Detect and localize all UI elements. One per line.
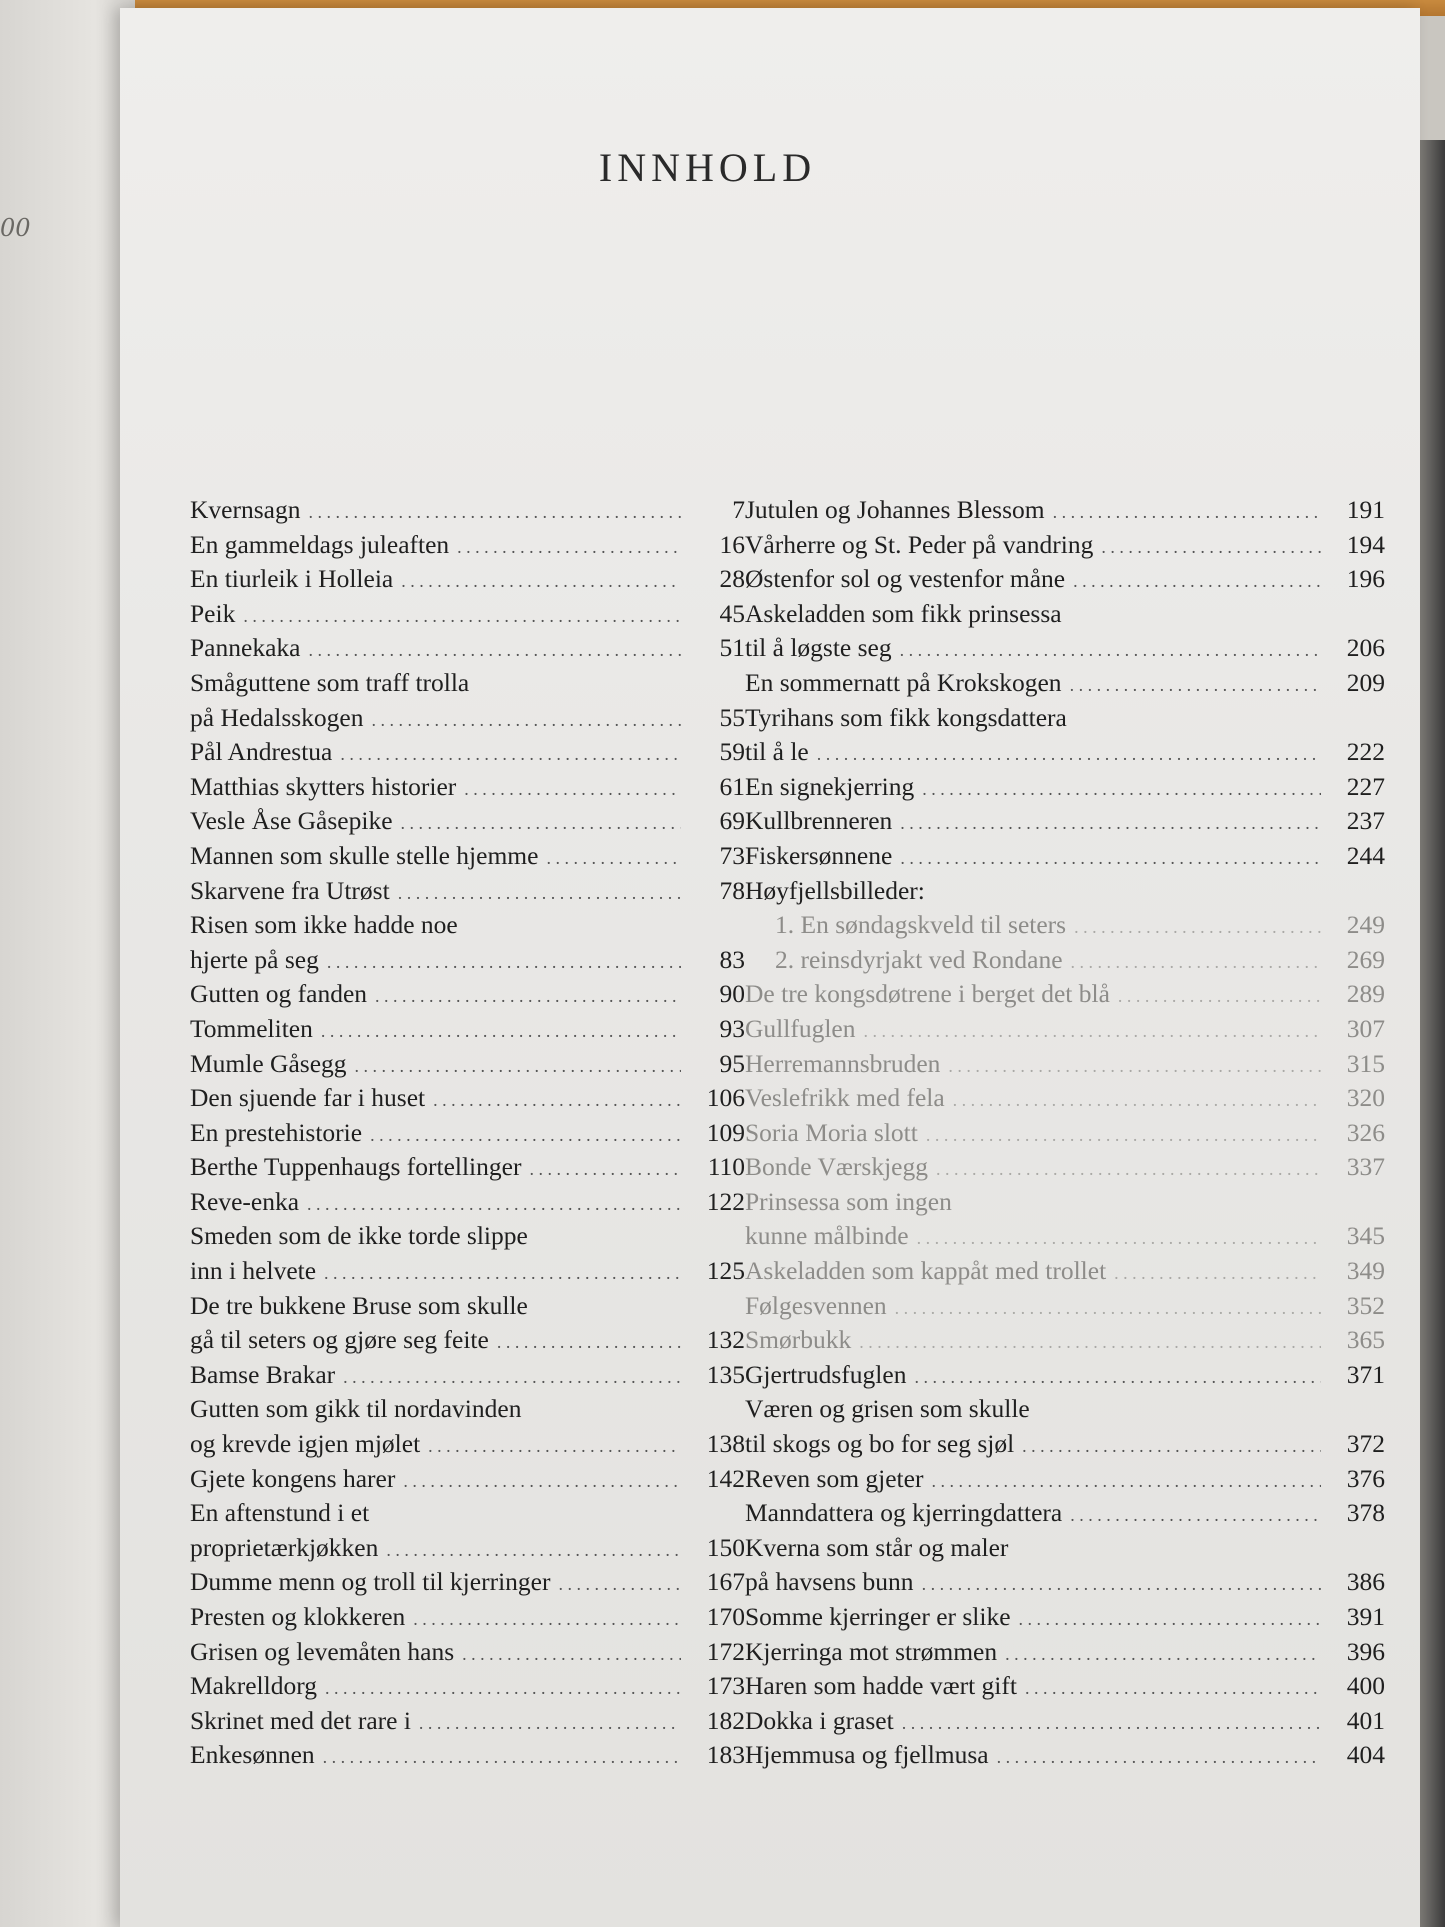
toc-entry-page: 59 bbox=[719, 737, 745, 767]
leader-dots bbox=[914, 1360, 1321, 1395]
toc-entry-page: 244 bbox=[1346, 840, 1385, 870]
leader-dots bbox=[1070, 668, 1321, 703]
toc-entry-page: 109 bbox=[706, 1117, 745, 1147]
toc-entry-title: og krevde igjen mjølet bbox=[190, 1429, 421, 1459]
toc-entry-title: Hjemmusa og fjellmusa bbox=[745, 1740, 989, 1770]
margin-mark: 00 bbox=[0, 214, 31, 242]
toc-entry-title: Matthias skytters historier bbox=[190, 771, 457, 801]
toc-entry-page: 167 bbox=[706, 1567, 745, 1597]
toc-entry-title: Vesle Åse Gåsepike bbox=[190, 806, 393, 836]
toc-entry-page: 61 bbox=[719, 771, 745, 801]
leader-dots bbox=[497, 1325, 681, 1360]
toc-entry bbox=[190, 735, 745, 770]
toc-entry-title: Østenfor sol og vestenfor måne bbox=[745, 564, 1066, 594]
toc-entry-page: 337 bbox=[1346, 1152, 1385, 1182]
toc-entry-title: gå til seters og gjøre seg feite bbox=[190, 1325, 489, 1355]
toc-entry bbox=[745, 1185, 1385, 1220]
toc-entry-title: En sommernatt på Krokskogen bbox=[745, 667, 1062, 697]
toc-entry-title: Tommeliten bbox=[190, 1013, 313, 1043]
leader-dots bbox=[428, 1429, 681, 1464]
leader-dots bbox=[370, 1118, 681, 1153]
leader-dots bbox=[355, 1049, 681, 1084]
leader-dots bbox=[1074, 910, 1321, 945]
toc-entry-page: 222 bbox=[1346, 737, 1385, 767]
toc-entry-page: 227 bbox=[1346, 771, 1385, 801]
toc-right-column bbox=[745, 493, 1385, 1773]
toc-entry bbox=[745, 1738, 1385, 1773]
toc-entry bbox=[190, 1635, 745, 1670]
toc-entry-title: til skogs og bo for seg sjøl bbox=[745, 1429, 1015, 1459]
leader-dots bbox=[243, 599, 681, 634]
leader-dots bbox=[922, 772, 1321, 807]
leader-dots bbox=[948, 1049, 1321, 1084]
toc-entry-page: 191 bbox=[1346, 495, 1385, 524]
toc-entry bbox=[190, 1012, 745, 1047]
leader-dots bbox=[308, 633, 681, 668]
leader-dots bbox=[401, 806, 681, 841]
leader-dots bbox=[917, 1221, 1321, 1256]
toc-entry bbox=[190, 597, 745, 632]
toc-entry-title: Prinsessa som ingen bbox=[745, 1186, 952, 1216]
toc-entry-title: Gullfuglen bbox=[745, 1013, 856, 1043]
leader-dots bbox=[386, 1533, 681, 1568]
toc-entry-title: Fiskersønnene bbox=[745, 840, 893, 870]
toc-entry-title: Smeden som de ikke torde slippe bbox=[190, 1221, 528, 1251]
toc-entry-page: 372 bbox=[1346, 1429, 1385, 1459]
leader-dots bbox=[401, 564, 681, 599]
leader-dots bbox=[327, 945, 681, 980]
toc-entry-page: 352 bbox=[1346, 1290, 1385, 1320]
toc-entry bbox=[190, 1738, 745, 1773]
toc-entry-title: Veslefrikk med fela bbox=[745, 1083, 945, 1113]
leader-dots bbox=[529, 1152, 681, 1187]
leader-dots bbox=[900, 806, 1321, 841]
toc-entry-title: Askeladden som fikk prinsessa bbox=[745, 598, 1062, 628]
toc-entry-page: 183 bbox=[706, 1740, 745, 1770]
leader-dots bbox=[900, 633, 1321, 668]
leader-dots bbox=[307, 1187, 681, 1222]
toc-entry bbox=[745, 1254, 1385, 1289]
toc-entry bbox=[190, 1185, 745, 1220]
leader-dots bbox=[462, 1637, 681, 1672]
toc-entry-page: 365 bbox=[1346, 1325, 1385, 1355]
toc-entry bbox=[745, 1392, 1385, 1427]
toc-entry-title: kunne målbinde bbox=[745, 1221, 909, 1251]
toc-entry-page: 326 bbox=[1346, 1117, 1385, 1147]
leader-dots bbox=[403, 1464, 681, 1499]
leader-dots bbox=[558, 1567, 681, 1602]
leader-dots bbox=[953, 1083, 1321, 1118]
toc-entry-title: En aftenstund i et bbox=[190, 1498, 370, 1528]
leader-dots bbox=[1101, 530, 1321, 565]
toc-entry-page: 138 bbox=[706, 1429, 745, 1459]
toc-entry bbox=[190, 562, 745, 597]
toc-entry-title: De tre bukkene Bruse som skulle bbox=[190, 1290, 528, 1320]
toc-entry-title: Kullbrenneren bbox=[745, 806, 893, 836]
toc-entry-title: Bonde Værskjegg bbox=[745, 1152, 928, 1182]
leader-dots bbox=[1071, 945, 1321, 980]
leader-dots bbox=[413, 1602, 681, 1637]
toc-entry-page: 396 bbox=[1346, 1636, 1385, 1666]
toc-entry bbox=[190, 1254, 745, 1289]
leader-dots bbox=[1070, 1498, 1321, 1533]
toc-entry-title: Skrinet med det rare i bbox=[190, 1705, 411, 1735]
toc-entry-page: 320 bbox=[1346, 1083, 1385, 1113]
toc-entry-title: Jutulen og Johannes Blessom bbox=[745, 495, 1045, 524]
toc-entry bbox=[745, 1081, 1385, 1116]
toc-entry bbox=[190, 1704, 745, 1739]
leader-dots bbox=[902, 1706, 1321, 1741]
toc-entry-title: Soria Moria slott bbox=[745, 1117, 918, 1147]
toc-entry-page: 237 bbox=[1346, 806, 1385, 836]
toc-entry bbox=[190, 666, 745, 701]
toc-entry-title: Manndattera og kjerringdattera bbox=[745, 1498, 1063, 1528]
toc-entry bbox=[190, 528, 745, 563]
toc-entry bbox=[745, 1669, 1385, 1704]
toc-entry-title: til å løgste seg bbox=[745, 633, 892, 663]
toc-entry-page: 122 bbox=[706, 1186, 745, 1216]
toc-entry bbox=[745, 666, 1385, 701]
toc-entry-page: 125 bbox=[706, 1256, 745, 1286]
toc-entry bbox=[745, 1635, 1385, 1670]
toc-entry-title: Kjerringa mot strømmen bbox=[745, 1636, 998, 1666]
toc-entry-title: Bamse Brakar bbox=[190, 1359, 336, 1389]
toc-entry-page: 172 bbox=[706, 1636, 745, 1666]
book-page bbox=[120, 8, 1420, 1927]
toc-entry bbox=[745, 908, 1385, 943]
toc-entry-title: proprietærkjøkken bbox=[190, 1532, 379, 1562]
toc-entry-title: Presten og klokkeren bbox=[190, 1602, 406, 1631]
toc-entry bbox=[190, 1081, 745, 1116]
toc-entry-page: 150 bbox=[706, 1532, 745, 1562]
leader-dots bbox=[343, 1360, 681, 1395]
toc-entry-page: 194 bbox=[1346, 529, 1385, 559]
toc-entry bbox=[745, 631, 1385, 666]
toc-entry-title: Den sjuende far i huset bbox=[190, 1083, 426, 1113]
toc-entry bbox=[745, 1012, 1385, 1047]
toc-entry-title: Askeladden som kappåt med trollet bbox=[745, 1256, 1107, 1286]
leader-dots bbox=[323, 1740, 681, 1775]
leader-dots bbox=[817, 737, 1321, 772]
toc-entry-title: 1. En søndagskveld til seters bbox=[775, 910, 1067, 940]
toc-entry-page: 83 bbox=[719, 944, 745, 974]
toc-entry bbox=[190, 1289, 745, 1324]
toc-entry bbox=[745, 874, 1385, 909]
toc-entry bbox=[190, 839, 745, 874]
toc-entry-title: Mannen som skulle stelle hjemme bbox=[190, 840, 539, 870]
toc-entry-page: 386 bbox=[1346, 1567, 1385, 1597]
leader-dots bbox=[464, 772, 681, 807]
leader-dots bbox=[895, 1291, 1321, 1326]
leader-dots bbox=[936, 1152, 1321, 1187]
toc-entry-page: 170 bbox=[706, 1602, 745, 1631]
toc-entry-title: Gjertrudsfuglen bbox=[745, 1359, 907, 1389]
toc-entry bbox=[745, 528, 1385, 563]
toc-entry-title: Mumle Gåsegg bbox=[190, 1048, 347, 1078]
toc-entry-title: De tre kongsdøtrene i berget det blå bbox=[745, 979, 1110, 1009]
toc-entry bbox=[745, 1531, 1385, 1566]
leader-dots bbox=[419, 1706, 681, 1741]
leader-dots bbox=[1114, 1256, 1321, 1291]
toc-entry bbox=[190, 1219, 745, 1254]
toc-entry bbox=[745, 493, 1385, 528]
toc-entry-page: 349 bbox=[1346, 1256, 1385, 1286]
toc-entry-title: Pål Andrestua bbox=[190, 737, 333, 767]
toc-entry-title: på havsens bunn bbox=[745, 1567, 914, 1597]
leader-dots bbox=[308, 495, 681, 530]
toc-entry-page: 401 bbox=[1346, 1705, 1385, 1735]
toc-entry bbox=[190, 1565, 745, 1600]
toc-entry bbox=[190, 908, 745, 943]
toc-entry-page: 269 bbox=[1346, 944, 1385, 974]
toc-entry-page: 45 bbox=[719, 598, 745, 628]
toc-entry-title: Smørbukk bbox=[745, 1325, 852, 1355]
toc-entry-title: Risen som ikke hadde noe bbox=[190, 910, 458, 940]
toc-entry-title: Somme kjerringer er slike bbox=[745, 1602, 1011, 1631]
toc-entry-page: 73 bbox=[719, 840, 745, 870]
toc-entry-page: 93 bbox=[719, 1013, 745, 1043]
leader-dots bbox=[922, 1567, 1321, 1602]
toc-entry-title: Væren og grisen som skulle bbox=[745, 1394, 1030, 1424]
toc-entry bbox=[190, 1669, 745, 1704]
toc-entry-title: Pannekaka bbox=[190, 633, 301, 663]
toc-entry bbox=[745, 1289, 1385, 1324]
toc-entry-page: 7 bbox=[732, 495, 745, 524]
toc-entry-title: Småguttene som traff trolla bbox=[190, 667, 470, 697]
toc-entry bbox=[190, 874, 745, 909]
left-page-edge bbox=[0, 0, 135, 1927]
toc-entry bbox=[745, 735, 1385, 770]
leader-dots bbox=[1053, 495, 1321, 530]
toc-entry bbox=[190, 1358, 745, 1393]
toc-entry-title: Dumme menn og troll til kjerringer bbox=[190, 1567, 551, 1597]
leader-dots bbox=[1025, 1671, 1321, 1706]
toc-entry bbox=[745, 1323, 1385, 1358]
toc-entry-title: En signekjerring bbox=[745, 771, 915, 801]
toc-entry-page: 371 bbox=[1346, 1359, 1385, 1389]
toc-entry-page: 110 bbox=[707, 1152, 745, 1182]
toc-entry-page: 16 bbox=[719, 529, 745, 559]
toc-entry bbox=[745, 1358, 1385, 1393]
toc-entry bbox=[190, 1116, 745, 1151]
toc-entry bbox=[190, 977, 745, 1012]
toc-entry-page: 378 bbox=[1346, 1498, 1385, 1528]
leader-dots bbox=[375, 979, 681, 1014]
toc-entry bbox=[190, 770, 745, 805]
toc-entry-page: 95 bbox=[719, 1048, 745, 1078]
toc-entry-page: 142 bbox=[706, 1463, 745, 1493]
leader-dots bbox=[433, 1083, 681, 1118]
toc-entry-page: 55 bbox=[719, 702, 745, 732]
leader-dots bbox=[457, 530, 681, 565]
toc-entry bbox=[745, 943, 1385, 978]
toc-entry-title: En gammeldags juleaften bbox=[190, 529, 450, 559]
toc-entry-page: 345 bbox=[1346, 1221, 1385, 1251]
toc-entry bbox=[190, 1496, 745, 1531]
leader-dots bbox=[546, 841, 681, 876]
toc-entry bbox=[190, 943, 745, 978]
toc-entry-title: på Hedalsskogen bbox=[190, 702, 364, 732]
toc-entry-title: inn i helvete bbox=[190, 1256, 317, 1286]
toc-entry bbox=[745, 1219, 1385, 1254]
toc-entry bbox=[745, 562, 1385, 597]
leader-dots bbox=[900, 841, 1321, 876]
toc-entry bbox=[190, 701, 745, 736]
toc-entry-page: 376 bbox=[1346, 1463, 1385, 1493]
leader-dots bbox=[931, 1464, 1321, 1499]
toc-entry bbox=[745, 977, 1385, 1012]
toc-left-column bbox=[190, 493, 745, 1773]
leader-dots bbox=[321, 1014, 681, 1049]
leader-dots bbox=[325, 1671, 681, 1706]
toc-entry bbox=[745, 1462, 1385, 1497]
toc-entry-title: Følgesvennen bbox=[745, 1290, 887, 1320]
toc-entry bbox=[745, 1150, 1385, 1185]
toc-entry bbox=[190, 631, 745, 666]
leader-dots bbox=[340, 737, 681, 772]
toc-entry bbox=[190, 1531, 745, 1566]
toc-entry-title: Gutten og fanden bbox=[190, 979, 368, 1009]
toc-entry-title: Gjete kongens harer bbox=[190, 1463, 396, 1493]
toc-entry-page: 307 bbox=[1346, 1013, 1385, 1043]
leader-dots bbox=[859, 1325, 1321, 1360]
toc-entry-page: 315 bbox=[1346, 1048, 1385, 1078]
toc-entry bbox=[745, 597, 1385, 632]
toc-entry-page: 78 bbox=[719, 875, 745, 905]
toc-entry-title: Grisen og levemåten hans bbox=[190, 1636, 455, 1666]
toc-entry-page: 28 bbox=[719, 564, 745, 594]
toc-entry-title: Peik bbox=[190, 598, 236, 628]
page-title: INNHOLD bbox=[598, 145, 817, 190]
toc-entry-title: Makrelldorg bbox=[190, 1671, 318, 1701]
toc-entry-page: 90 bbox=[719, 979, 745, 1009]
toc-entry-title: En prestehistorie bbox=[190, 1117, 363, 1147]
leader-dots bbox=[1005, 1637, 1321, 1672]
toc-entry bbox=[190, 1392, 745, 1427]
toc-entry-title: Reven som gjeter bbox=[745, 1463, 924, 1493]
leader-dots bbox=[997, 1740, 1321, 1775]
leader-dots bbox=[926, 1118, 1321, 1153]
leader-dots bbox=[863, 1014, 1321, 1049]
toc-entry-title: Skarvene fra Utrøst bbox=[190, 875, 390, 905]
toc-entry bbox=[190, 493, 745, 528]
toc-entry-page: 206 bbox=[1346, 633, 1385, 663]
toc-entry-page: 135 bbox=[706, 1359, 745, 1389]
toc-entry-title: Berthe Tuppenhaugs fortellinger bbox=[190, 1152, 522, 1182]
toc-entry bbox=[190, 1427, 745, 1462]
toc-entry bbox=[745, 1565, 1385, 1600]
leader-dots bbox=[1019, 1602, 1321, 1637]
toc-entry bbox=[190, 1047, 745, 1082]
toc-entry bbox=[745, 701, 1385, 736]
toc-entry-page: 404 bbox=[1346, 1740, 1385, 1770]
toc-entry-title: En tiurleik i Holleia bbox=[190, 564, 394, 594]
toc-entry-title: Dokka i graset bbox=[745, 1705, 894, 1735]
toc-entry-title: Tyrihans som fikk kongsdattera bbox=[745, 702, 1067, 732]
toc-entry-page: 400 bbox=[1346, 1671, 1385, 1701]
toc-entry bbox=[745, 1047, 1385, 1082]
toc-entry-title: Haren som hadde vært gift bbox=[745, 1671, 1017, 1701]
toc-entry-title: Reve-enka bbox=[190, 1186, 300, 1216]
toc-entry-title: Herremannsbruden bbox=[745, 1048, 941, 1078]
toc-entry-page: 289 bbox=[1346, 979, 1385, 1009]
toc-entry bbox=[745, 770, 1385, 805]
toc-entry-title: Enkesønnen bbox=[190, 1740, 315, 1770]
toc-entry bbox=[190, 1600, 745, 1635]
toc-entry-page: 196 bbox=[1346, 564, 1385, 594]
toc-entry bbox=[745, 1704, 1385, 1739]
leader-dots bbox=[398, 876, 681, 911]
toc-entry-page: 391 bbox=[1346, 1602, 1385, 1631]
toc-entry-page: 106 bbox=[706, 1083, 745, 1113]
toc-entry-title: 2. reinsdyrjakt ved Rondane bbox=[775, 944, 1063, 974]
toc-entry-title: hjerte på seg bbox=[190, 944, 319, 974]
toc-entry bbox=[745, 1496, 1385, 1531]
leader-dots bbox=[1118, 979, 1321, 1014]
leader-dots bbox=[372, 703, 682, 738]
toc-entry-page: 182 bbox=[706, 1705, 745, 1735]
toc-entry bbox=[190, 804, 745, 839]
toc-entry-title: Kverna som står og maler bbox=[745, 1532, 1009, 1562]
leader-dots bbox=[1022, 1429, 1321, 1464]
toc-entry-page: 173 bbox=[706, 1671, 745, 1701]
toc-entry bbox=[190, 1323, 745, 1358]
toc-entry bbox=[745, 1116, 1385, 1151]
toc-entry-title: Vårherre og St. Peder på vandring bbox=[745, 529, 1094, 559]
toc-entry-page: 249 bbox=[1346, 910, 1385, 940]
toc-entry bbox=[190, 1150, 745, 1185]
toc-entry-title: til å le bbox=[745, 737, 809, 767]
toc-entry bbox=[745, 1427, 1385, 1462]
toc-entry-page: 69 bbox=[719, 806, 745, 836]
toc-entry bbox=[745, 1600, 1385, 1635]
toc-entry bbox=[745, 804, 1385, 839]
toc-entry-page: 209 bbox=[1346, 667, 1385, 697]
toc-entry-page: 132 bbox=[706, 1325, 745, 1355]
toc-entry-title: Gutten som gikk til nordavinden bbox=[190, 1394, 522, 1424]
toc-entry bbox=[190, 1462, 745, 1497]
toc-entry-title: Kvernsagn bbox=[190, 495, 301, 524]
leader-dots bbox=[324, 1256, 681, 1291]
toc-entry-page: 51 bbox=[719, 633, 745, 663]
toc-entry bbox=[745, 839, 1385, 874]
toc-entry-title: Høyfjellsbilleder: bbox=[745, 875, 925, 905]
leader-dots bbox=[1073, 564, 1321, 599]
